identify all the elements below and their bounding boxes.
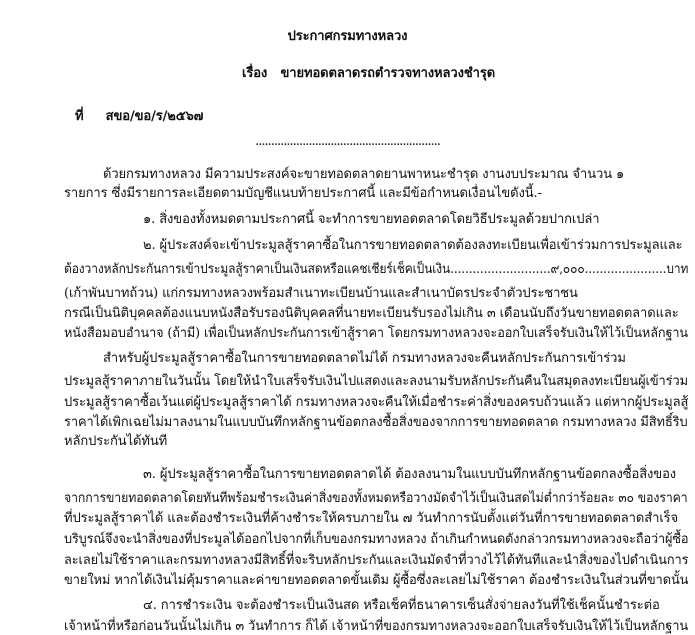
body-line: หลักประกันได้ทันที xyxy=(64,434,168,449)
clause-2-line: ๒. ผู้ประสงค์จะเข้าประมูลสู้ราคาซื้อในการขายทอดตลาดต้องลงทะเบียนเพื่อเข้าร่วมการประมูลและ xyxy=(143,238,683,253)
document-number-line xyxy=(75,109,203,125)
body-line: รายการ ซึ่งมีรายการละเอียดตามบัญชีแนบท้ายประกาศนี้ และมีข้อกำหนดเงื่อนไขดังนี้.- xyxy=(64,186,542,201)
body-line: ละเลยไม่ใช้ราคาและกรมทางหลวงมีสิทธิ์ที่จะริบหลักประกันและเงินมัดจำที่วางไว้ได้ทันทีและนำสิ่งของไปดำเนินการ xyxy=(64,553,689,568)
body-line: ราคาได้เพิกเฉยไม่มาลงนามในแบบบันทึกหลักฐานข้อตกลงซื้อสิ่งของจากการขายทอดตลาด กรมทางหลวง มีสิทธิ์ริบ xyxy=(64,415,688,430)
page-title: ประกาศกรมทางหลวง xyxy=(287,29,408,44)
body-line: ด้วยกรมทางหลวง มีความประสงค์จะขายทอดตลาดยานพาหนะชำรุด งานงบประมาณ จำนวน ๑ xyxy=(103,167,625,182)
body-line: ขายใหม่ หากได้เงินไม่คุ้มราคาและค่าขายทอดตลาดขั้นเดิม ผู้ซื้อซึ่งละเลยไม่ใช้ราคา ต้องชำระเงินในส่วนที่ขาดนั้น xyxy=(64,573,689,588)
body-line: บริบูรณ์จึงจะนำสิ่งของที่ประมูลได้ออกไปจากที่เก็บของกรมทางหลวง ถ้าเกินกำหนดดังกล่าวกรมทางหลวงจะถือว่าผู้ซื้อ xyxy=(64,532,689,547)
clause-4-line: ๔. การชำระเงิน จะต้องชำระเป็นเงินสด หรือเช็คที่ธนาคารเซ็นสั่งจ่ายลงวันที่ใช้เช็คนั้นชำระต่อ xyxy=(143,598,660,613)
body-line: ประมูลสู้ราคาซื้อเว้นแต่ผู้ประมูลสู้ราคาได้ กรมทางหลวงจะคืนให้เมื่อชำระค่าสิ่งของครบถ้วนแล้ว แต่หากผู้ประมูลสู้ xyxy=(64,395,689,410)
subject-text: ขายทอดตลาดรถตำรวจทางหลวงชำรุด xyxy=(280,66,496,81)
document-number-label: ที่ xyxy=(75,109,84,124)
body-line: ต้องวางหลักประกันการเข้าประมูลสู้ราคาเป็นเงินสดหรือแคชเชียร์เช็คเป็นเงิน...........................๙,๐๐๐......................บาท xyxy=(64,262,689,277)
body-line: จากการขายทอดตลาดโดยทันทีพร้อมชำระเงินค่าสิ่งของทั้งหมดหรือวางมัดจำไว้เป็นเงินสดไม่ต่ำกว่าร้อยละ ๓๐ ของราคา xyxy=(64,491,688,506)
body-line: ประมูลสู้ราคาภายในวันนั้น โดยให้นำใบเสร็จรับเงินไปแสดงและลงนามรับหลักประกันคืนในสมุดลงทะเบียนผู้เข้าร่วม xyxy=(64,374,688,389)
clause-1-line: ๑. สิ่งของทั้งหมดตามประกาศนี้ จะทำการขายทอดตลาดโดยวิธีประมูลด้วยปากเปล่า xyxy=(143,212,600,227)
body-line: ที่ประมูลสู้ราคาได้ และต้องชำระเงินที่ค้างชำระให้ครบภายใน ๗ วันทำการนับตั้งแต่วันที่การขายทอดตลาดสำเร็จ xyxy=(64,511,679,526)
subject-label: เรื่อง xyxy=(242,66,268,81)
body-line: กรณีเป็นนิติบุคคลต้องแนบหนังสือรับรองนิติบุคคลที่นายทะเบียนรับรองไม่เกิน ๓ เดือนนับถึงวันขายทอดตลาดและ xyxy=(64,306,679,321)
subject-line xyxy=(242,66,495,82)
document-number: สขอ/ขอ/ร/๒๕๖๗ xyxy=(105,109,204,124)
body-line: หนังสือมอบอำนาจ (ถ้ามี) เพื่อเป็นหลักประกันการเข้าสู้ราคา โดยกรมทางหลวงจะออกใบเสร็จรับเงินให้ไว้เป็นหลักฐาน xyxy=(64,326,688,341)
body-line: สำหรับผู้ประมูลสู้ราคาซื้อในการขายทอดตลาดไม่ได้ กรมทางหลวงจะคืนหลักประกันการเข้าร่วม xyxy=(103,351,626,366)
clause-3-line: ๓. ผู้ประมูลสู้ราคาซื้อในการขายทอดตลาดได้ ต้องลงนามในแบบบันทึกหลักฐานข้อตกลงซื้อสิ่งของ xyxy=(143,467,677,482)
body-line: (เก้าพันบาทถ้วน) แก่กรมทางหลวงพร้อมสำเนาทะเบียนบ้านและสำเนาบัตรประจำตัวประชาชน xyxy=(64,286,578,301)
dotted-separator: ........................................................... xyxy=(255,134,440,149)
body-line: เจ้าหน้าที่หรือก่อนวันนั้นไม่เกิน ๓ วันทำการ ก็ได้ เจ้าหน้าที่ของกรมทางหลวงจะออกใบเสร็จรับเงินให้ไว้เป็นหลักฐาน xyxy=(64,619,689,634)
